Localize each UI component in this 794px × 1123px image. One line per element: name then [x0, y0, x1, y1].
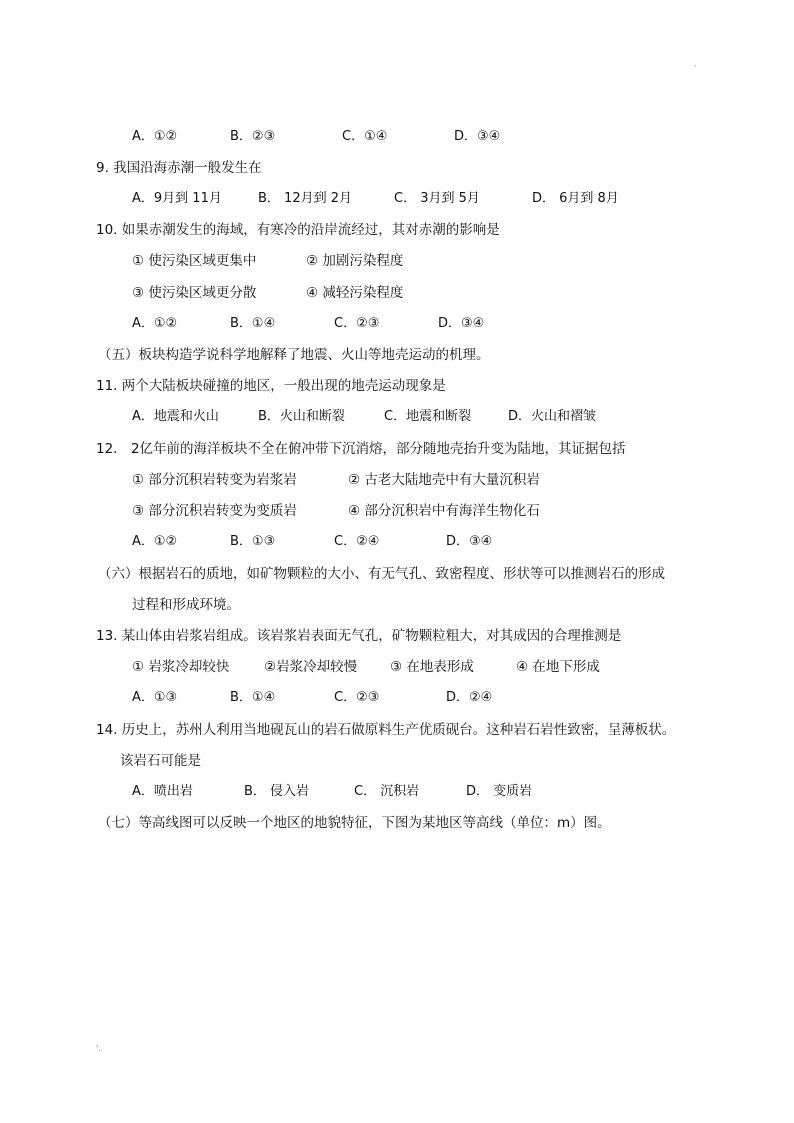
section-6-heading-cont: 过程和形成环境。 [132, 597, 240, 613]
q8-option-b: B．②③ [230, 129, 276, 144]
section-6-heading: （六）根据岩石的质地，如矿物颗粒的大小、有无气孔、致密程度、形状等可以推测岩石的形成 [98, 566, 665, 582]
q10-option-b: B．①④ [230, 316, 276, 331]
q9-stem: 9. 我国沿海赤潮一般发生在 [96, 160, 262, 176]
page-mark-bottom: '. [96, 1044, 101, 1053]
q9-option-a: A．9月到 11月 [132, 191, 222, 206]
q11-option-d: D．火山和褶皱 [508, 409, 597, 424]
q10-item-2: ② 加剧污染程度 [306, 253, 404, 269]
q14-option-d: D． 变质岩 [466, 784, 533, 799]
q12-option-c: C．②④ [334, 534, 380, 549]
q14-stem: 14. 历史上，苏州人利用当地砚瓦山的岩石做原料生产优质砚台。这种岩石岩性致密，呈薄板状。 [96, 722, 676, 738]
q12-item-4: ④ 部分沉积岩中有海洋生物化石 [348, 503, 540, 519]
q10-item-3: ③ 使污染区域更分散 [132, 285, 257, 301]
q11-option-c: C．地震和断裂 [384, 409, 472, 424]
q8-option-c: C．①④ [342, 129, 388, 144]
q9-option-b: B． 12月到 2月 [258, 191, 352, 206]
q11-stem: 11. 两个大陆板块碰撞的地区，一般出现的地壳运动现象是 [96, 378, 446, 394]
q12-option-b: B．①③ [230, 534, 276, 549]
q14-option-c: C． 沉积岩 [354, 784, 420, 799]
q14-stem-cont: 该岩石可能是 [120, 753, 201, 769]
q12-item-1: ① 部分沉积岩转变为岩浆岩 [132, 472, 297, 488]
q13-item-4: ④ 在地下形成 [516, 659, 600, 675]
q10-item-4: ④ 减轻污染程度 [306, 285, 404, 301]
q9-option-d: D． 6月到 8月 [532, 191, 619, 206]
page-mark-top: · [694, 62, 697, 71]
q13-option-c: C．②③ [334, 690, 380, 705]
section-5-heading: （五）板块构造学说科学地解释了地震、火山等地壳运动的机理。 [98, 347, 490, 363]
q14-option-a: A．喷出岩 [132, 784, 193, 799]
q12-option-a: A．①② [132, 534, 178, 549]
q13-option-d: D．②④ [446, 690, 493, 705]
q13-stem: 13. 某山体由岩浆岩组成。该岩浆岩表面无气孔，矿物颗粒粗大，对其成因的合理推测是 [96, 628, 622, 644]
q10-option-a: A．①② [132, 316, 178, 331]
q12-stem: 12． 2亿年前的海洋板块不全在俯冲带下沉消熔，部分随地壳抬升变为陆地，其证据包括 [96, 441, 626, 457]
q12-item-3: ③ 部分沉积岩转变为变质岩 [132, 503, 297, 519]
q11-option-a: A．地震和火山 [132, 409, 219, 424]
q10-stem: 10. 如果赤潮发生的海域，有寒冷的沿岸流经过，其对赤潮的影响是 [96, 222, 500, 238]
q8-option-a: A．①② [132, 129, 178, 144]
q13-option-a: A．①③ [132, 690, 178, 705]
q13-option-b: B．①④ [230, 690, 276, 705]
q13-item-2: ②岩浆冷却较慢 [264, 659, 358, 675]
q8-option-d: D．③④ [454, 129, 501, 144]
q12-option-d: D．③④ [446, 534, 493, 549]
q9-option-c: C． 3月到 5月 [394, 191, 480, 206]
q10-option-c: C．②③ [334, 316, 380, 331]
q11-option-b: B．火山和断裂 [258, 409, 345, 424]
q12-item-2: ② 古老大陆地壳中有大量沉积岩 [348, 472, 540, 488]
q13-item-1: ① 岩浆冷却较快 [132, 659, 230, 675]
q14-option-b: B． 侵入岩 [244, 784, 310, 799]
section-7-heading: （七）等高线图可以反映一个地区的地貌特征，下图为某地区等高线（单位：m）图。 [98, 815, 611, 831]
q13-item-3: ③ 在地表形成 [390, 659, 474, 675]
q10-item-1: ① 使污染区域更集中 [132, 253, 257, 269]
q10-option-d: D．③④ [438, 316, 485, 331]
